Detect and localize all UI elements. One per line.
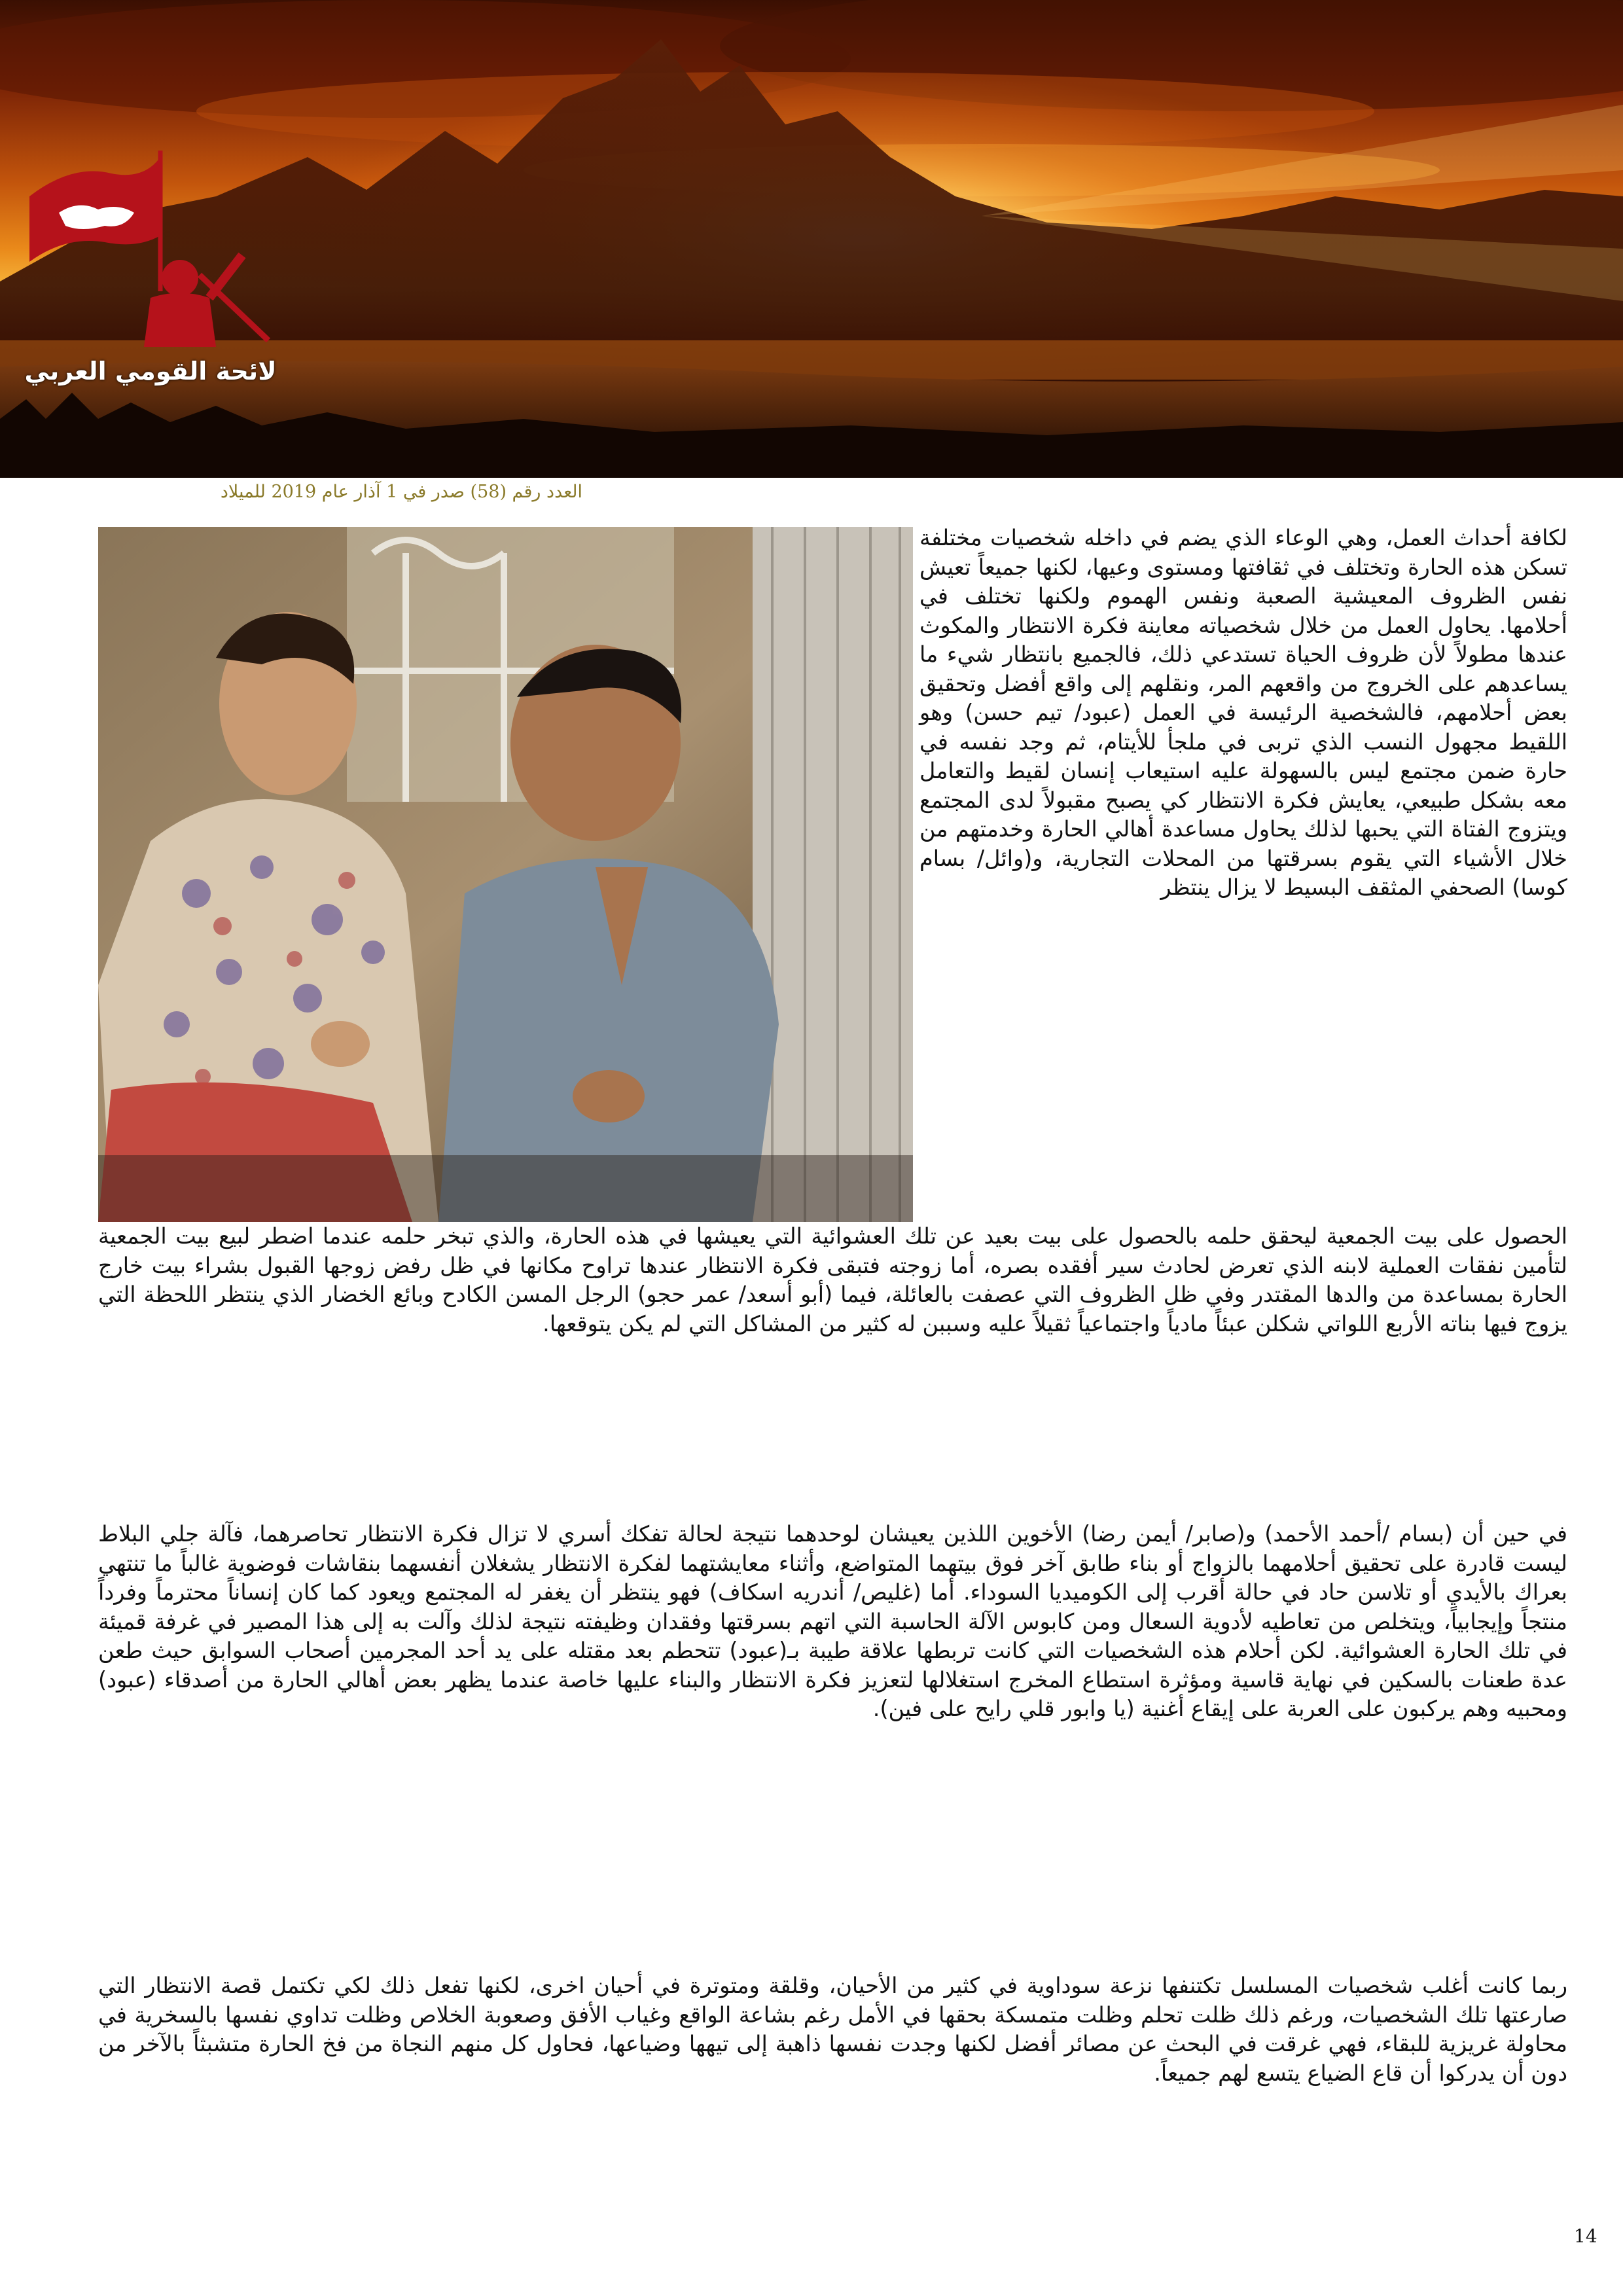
issue-line: العدد رقم (58) صدر في 1 آذار عام 2019 للميلاد: [220, 482, 582, 502]
header-banner: [0, 0, 1623, 478]
page-number: 14: [1574, 2225, 1597, 2247]
article-paragraph-1: الحصول على بيت الجمعية ليحقق حلمه بالحصول على بيت بعيد عن تلك العشوائية التي يعيشها في هذه الحارة، والذي تبخر حلمه عندما اضطر لبيع بيت الجمعية لتأمين نفقات العملية لابنه الذي تعرض لحادث سير أفقده بصره، أما زوجته فتبقى فكرة الانتظار عندها تراوح مكانها في ظل رفض زوجها القبول بشراء بيت خارج الحارة بمساعدة من والدها المقتدر وفي ظل الظروف التي عصفت بالعائلة، فيما (أبو أسعد/ عمر حجو) الرجل المسن الكادح وبائع الخضار الذي ينتظر اللحظة التي يزوج فيها بناته الأربع اللواتي شكلن عبئاً مادياً واجتماعياً ثقيلاً عليه وسببن له كثير من المشاكل التي لم يكن يتوقعها.: [98, 1223, 1567, 1336]
article-paragraph-3: ربما كانت أغلب شخصيات المسلسل تكتنفها نزعة سوداوية في كثير من الأحيان، وقلقة ومتوترة في أحيان اخرى، لكنها تفعل ذلك لكي تكتمل قصة الانتظار التي صارعتها تلك الشخصيات، ورغم ذلك ظلت تحلم وظلت متمسكة بحقها في الأمل رغم بشاعة الواقع وغياب الأفق وصعوبة الخلاص وظلت تداوي نفسها بالسخرية في محاولة غريزية للبقاء، فهي غرقت في البحث عن مصائر أفضل لكنها وجدت نفسها ذاهبة إلى تيهها وضياعها، فحاول كل منهم النجاة من فخ الحارة متشبثاً بالآخر من دون أن يدركوا أن قاع الضياع يتسع لهم جميعاً.: [98, 1973, 1567, 2086]
article-paragraph-2: في حين أن (بسام /أحمد الأحمد) و(صابر/ أيمن رضا) الأخوين اللذين يعيشان لوحدهما نتيجة لحالة تفكك أسري لا تزال فكرة الانتظار تحاصرهما، فآلة جلي البلاط ليست قادرة على تحقيق أحلامهما بالزواج أو بناء طابق آخر فوق بيتهما المتواضع، وأثناء معايشتهما لفكرة الانتظار يشغلان أنفسهما بنقاشات فوضوية غالباً ما تنتهي بعراك بالأيدي أو تلاسن حاد في حالة أقرب إلى الكوميديا السوداء. أما (غليص/ أندريه اسكاف) فهو ينتظر أن يغفر له المجتمع ويعود كما كان إنساناً محترماً وفرداً منتجاً وإيجابياً، ويتخلص من تعاطيه لأدوية السعال ومن كابوس الآلة الحاسبة التي اتهم بسرقتها وفقدان وظيفته نتيجة لذلك وآلت به إلى هذا المصير في غرفة قميئة في تلك الحارة العشوائية. لكن أحلام هذه الشخصيات التي كانت تربطها علاقة طيبة بـ(عبود) تتحطم بعد مقتله على يد أحد المجرمين أصحاب السوابق حيث طعن عدة طعنات بالسكين في نهاية قاسية ومؤثرة استطاع المخرج استغلالها لتعزيز فكرة الانتظار والبناء عليها خاصة عندما يظهر بعض أهالي الحارة من أصدقاء (عبود) ومحبيه وهم يركبون على العربة على إيقاع أغنية (يا وابور قلي رايح على فين).: [98, 1521, 1567, 1721]
logo-text: لائحة القومي العربي: [24, 357, 277, 386]
article-photo: [98, 527, 913, 1222]
article-column-text: لكافة أحداث العمل، وهي الوعاء الذي يضم في داخله شخصيات مختلفة تسكن هذه الحارة وتختلف في ثقافتها ومستوى وعيها، لكنها جميعاً تعيش نفس الظروف المعيشية الصعبة ونفس الهموم ولكنها تختلف في أحلامها. يحاول العمل من خلال شخصياته معاينة فكرة الانتظار والمكوث عندها مطولاً لأن ظروف الحياة تستدعي ذلك، فالجميع بانتظار شيء ما يساعدهم على الخروج من واقعهم المر، ونقلهم إلى واقع أفضل وتحقيق بعض أحلامهم، فالشخصية الرئيسة في العمل (عبود/ تيم حسن) وهو اللقيط مجهول النسب الذي تربى في ملجأ للأيتام، ثم وجد نفسه في حارة ضمن مجتمع ليس بالسهولة عليه استيعاب إنسان لقيط والتعامل معه بشكل طبيعي، يعايش فكرة الانتظار كي يصبح مقبولاً لدى المجتمع ويتزوج الفتاة التي يحبها لذلك يحاول مساعدة أهالي الحارة وخدمتهم من خلال الأشياء التي يقوم بسرقتها من المحلات التجارية، و(وائل/ بسام كوسا) الصحفي المثقف البسيط لا يزال ينتظر: [919, 525, 1567, 900]
two-men-scene-image: [98, 527, 913, 1222]
sunset-mountain-image: [0, 0, 1623, 478]
